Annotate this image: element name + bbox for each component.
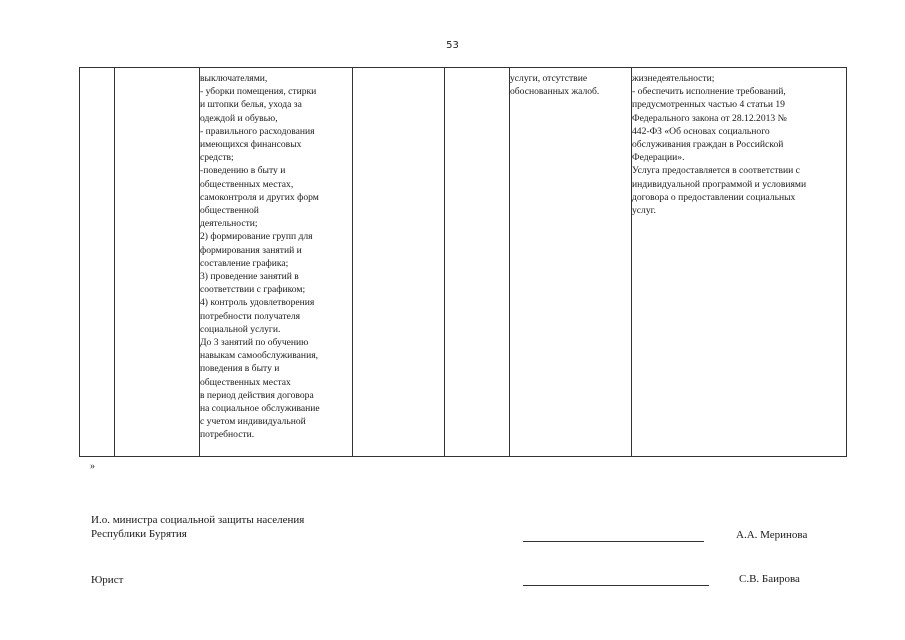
cell-text-line: соответствии с графиком;: [200, 284, 306, 296]
signature-line: [523, 541, 704, 542]
cell-text-line: и штопки белья, ухода за: [200, 99, 302, 111]
cell-text-line: навыкам самообслуживания,: [200, 350, 319, 362]
cell-text-line: обслуживания граждан в Российской: [632, 139, 784, 151]
column-divider: [352, 68, 353, 456]
cell-text-line: предусмотренных частью 4 статьи 19: [632, 99, 785, 111]
cell-text-line: услуг.: [632, 205, 656, 217]
signature-title-lawyer: [91, 573, 123, 587]
cell-text-line: -поведению в быту и: [200, 165, 286, 177]
cell-text-line: Федерального закона от 28.12.2013 №: [632, 112, 787, 124]
cell-text-line: - правильного расходования: [200, 125, 315, 137]
cell-text-line: 2) формирование групп для: [200, 231, 313, 243]
cell-text-line: индивидуальной программой и условиями: [632, 178, 807, 190]
services-table: [79, 67, 847, 457]
cell-text-line: составление графика;: [200, 257, 289, 269]
cell-text-line: Федерации».: [632, 152, 685, 164]
cell-text-line: потребности получателя: [200, 310, 301, 322]
cell-text-line: общественных местах: [200, 376, 291, 388]
column-divider: [509, 68, 510, 456]
cell-text-line: общественных местах,: [200, 178, 294, 190]
cell-text-line: До 3 занятий по обучению: [200, 337, 309, 349]
column-divider: [444, 68, 445, 456]
cell-text-line: поведения в быту и: [200, 363, 280, 375]
cell-text-line: самоконтроля и других форм: [200, 191, 319, 203]
signature-title-line: Республики Бурятия: [91, 528, 187, 540]
cell-text-line: - уборки помещения, стирки: [200, 86, 317, 98]
signature-title-line: Юрист: [91, 574, 124, 586]
cell-quality-indicators: [510, 72, 599, 98]
cell-text-line: договора о предоставлении социальных: [632, 191, 796, 203]
signature-name-lawyer: С.В. Баирова: [739, 573, 800, 585]
signature-title-line: И.о. министра социальной защиты населения: [91, 514, 305, 526]
cell-text-line: Услуга предоставляется в соответствии с: [632, 165, 800, 177]
cell-text-line: услуги, отсутствие: [510, 73, 588, 84]
cell-text-line: 4) контроль удовлетворения: [200, 297, 315, 309]
cell-text-line: деятельности;: [200, 218, 258, 230]
cell-text-line: общественной: [200, 205, 259, 217]
cell-service-content: [200, 72, 320, 442]
page-number: 53: [446, 40, 459, 51]
cell-text-line: с учетом индивидуальной: [200, 416, 306, 428]
cell-text-line: потребности.: [200, 429, 255, 441]
cell-text-line: одеждой и обувью,: [200, 112, 278, 124]
cell-text-line: имеющихся финансовых: [200, 139, 302, 151]
cell-text-line: формирования занятий и: [200, 244, 302, 256]
cell-text-line: средств;: [200, 152, 234, 164]
cell-text-line: обоснованных жалоб.: [510, 86, 600, 98]
cell-text-line: 442-ФЗ «Об основах социального: [632, 125, 770, 137]
cell-text-line: социальной услуги.: [200, 323, 281, 335]
signature-title-minister: [91, 513, 304, 541]
column-divider: [114, 68, 115, 456]
cell-text-line: выключателями,: [200, 73, 268, 84]
cell-text-line: жизнедеятельности;: [632, 73, 715, 84]
cell-conditions: [632, 72, 806, 217]
cell-text-line: на социальное обслуживание: [200, 403, 320, 415]
signature-name-minister: А.А. Меринова: [736, 529, 808, 541]
signature-line: [523, 585, 709, 586]
cell-text-line: в период действия договора: [200, 389, 314, 401]
cell-text-line: 3) проведение занятий в: [200, 271, 299, 283]
cell-text-line: - обеспечить исполнение требований,: [632, 86, 786, 98]
closing-quote: »: [90, 461, 95, 472]
